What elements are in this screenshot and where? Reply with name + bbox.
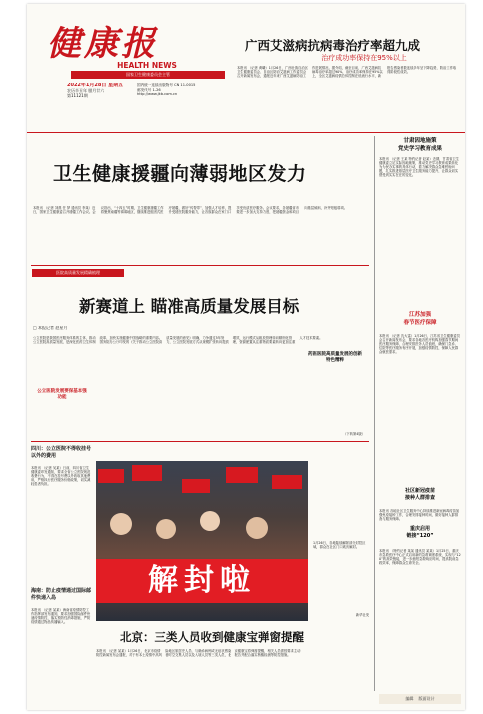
sidebar-1-head [379, 137, 461, 155]
footer [379, 694, 461, 704]
person-face [110, 513, 132, 535]
column-rule [374, 136, 375, 691]
divider [27, 132, 465, 133]
flag-2 [132, 465, 162, 481]
flag-5 [272, 475, 302, 489]
sidebar-4-body: 本报讯 （特约记者 某某 通讯员 某某）1月25日，重庆市急救医疗中心正式启用新的急救调度系统，实现与“120”的高效链接，进一步缩短急救响应时间，提高院前急救效率，保障群众生命安全。 [379, 549, 461, 566]
sidebar-3-title: 社区新冠疫苗 [404, 488, 435, 494]
sidebar-3-body: 本报讯 各地社区卫生服务中心持续推进新冠病毒疫苗加强免疫接种工作，合理安排接种时间，做好接种人群排查与服务保障。 [379, 509, 460, 522]
publication-info: 国内统一连续出版物号 CN 11-0015 邮发代号 1-26 http://www.jkb.com.cn [137, 83, 196, 97]
footer-editor: 编辑 [405, 696, 414, 701]
sidebar-2-body: 本报讯 （记者 沈大雷）1月26日，江苏省卫生健康委员会召开新闻发布会，要求各地各医疗机构加强春节期间医疗服务保障，合理安排医务人员值班，确保门急诊、住院等医疗服务有序开展，加强疫情防控，保障人民群众就医需求。 [379, 334, 460, 355]
photo-banner: 解封啦 [96, 559, 308, 603]
person-face [200, 511, 220, 531]
flag-1 [98, 469, 124, 483]
sidebar-1-subtitle: 党史学习教育成果 [397, 146, 442, 152]
flag-4 [226, 467, 258, 483]
brief-1-body: 本报讯 （记者 吴某）日前，四川省卫生健康委印发通知，要求全省公立医院规范收费行为，不得在挂号费以外收取其他费用，严格执行医疗服务价格政策，切实减轻患者负担。 [31, 466, 91, 487]
sidebar-1-body: 本报讯 （记者 王某 特约记者 赵某）近期，甘肃省卫生健康委立足实际因地施策，推动党史学习教育成果转化为为民办实事的具体行动，着力解决群众急难愁盼问题，扎实推进基层医疗卫生服务能力提升，让群众切实感受到实实在在的变化。 [379, 157, 460, 178]
footer-designer: 版面设计 [418, 696, 435, 701]
feature-byline: □ 本报记者 赵星月 [33, 326, 68, 330]
news-photo [96, 461, 308, 621]
feature-subhead-1: 公立医院发展要保基本强功能 [37, 389, 87, 400]
sidebar-2-head [379, 311, 461, 331]
brief-1-title: 四川：公立医院不得收挂号以外的费用 [31, 446, 92, 459]
feature-rule [31, 265, 369, 266]
masthead-english: HEALTH NEWS [117, 61, 177, 70]
sidebar-4-head [379, 526, 461, 546]
feature-continued: （下转第4版） [343, 432, 365, 436]
feature-body: 公立医院是我国医疗服务体系的主体，推动公立医院高质量发展，是深化医药卫生体制改革、加快实施健康中国战略的重要内容。国务院办公厅印发的《关于推动公立医院高质量发展的意见》明确，力争通过5年努力，公立医院发展方式从规模扩张转向提质增效，运行模式从粗放管理转向精细化管理，资源配置从注重物质要素转向更加注重人才技术要素。 [33, 336, 323, 345]
feature-rule-bottom [31, 441, 369, 442]
person-face [156, 519, 176, 539]
newspaper-page [27, 4, 465, 710]
brief-2-title: 海南：防止疫情通过国际邮件快递入岛 [31, 588, 92, 601]
bottom-title: 北京：三类人员收到健康宝弹窗提醒 [120, 630, 304, 644]
flag-3 [182, 479, 210, 493]
top-story-subtitle: 治疗成功率保持在95%以上 [321, 54, 407, 62]
feature-title: 新赛道上 瞄准高质量发展目标 [79, 297, 300, 316]
sidebar-3-subtitle: 接种人群排查 [404, 495, 435, 501]
sidebar-4-title: 重庆启用 [409, 526, 430, 532]
masthead-sponsor: 国家卫生健康委员会主管 [71, 71, 225, 79]
feature-series: 医院高质量发展精确梳理 [32, 269, 124, 277]
feature-subhead-2: 药医医院高质量发展的创新特色精粹 [308, 352, 362, 363]
sidebar-2-title: 江苏加强 [408, 312, 431, 318]
sidebar-1-title: 甘肃因地施策 [403, 138, 437, 144]
lead-body: 本报讯 （记者 刘燕 任 梦 通讯员 李某）近日，国家卫生健康委召开援疆工作会议。会议指出，“十四五”时期，卫生健康援疆工作将聚焦南疆等薄弱地区，继续推进组团式医疗援疆，做好“传帮带”，加强人才培养，提升受援医院服务能力，让各族群众在家门口享受优质医疗服务。会议要求，各援疆省市要进一步加大支持力度，把援疆资金和项目向基层倾斜，补齐短板弱项。 [33, 206, 348, 215]
sidebar-3-head [379, 488, 461, 508]
top-story-body: 本报讯 （记者 黄曦）1月26日，广西壮族自治区卫生健康委员会、自治区防治艾滋病工作委员会召开新闻发布会，通报近年来广西艾滋病防治工作进展情况。据介绍，截至目前，广西艾滋病抗病毒治疗率超过90%，治疗成功率保持在95%以上，全区艾滋病疫情总体控制在低流行水平，新报告感染者数连续多年呈下降趋势，防治工作取得阶段性成效。 [237, 66, 457, 79]
masthead-title: 健康报 [47, 24, 158, 64]
issue-info: 2022年1月28日 星期五 农历辛丑年 腊月廿六 第11121期 [67, 83, 124, 98]
top-story-title: 广西艾滋病抗病毒治疗率超九成 [245, 38, 421, 53]
lead-title: 卫生健康援疆向薄弱地区发力 [53, 163, 307, 185]
bottom-body: 本报讯 （记者 某某）1月26日，北京市疫情防控新闻发布会通报，对于有本土疫情中高风险地区旅居史人员、与确诊病例或无症状感染者时空交集人员以及入境人员等三类人员，北京健康宝将弹窗提醒，相关人员需按要求主动报告并配合落实核酸检测等防控措施。 [96, 649, 301, 658]
photo-caption: 1月26日，各地陆续解除部分封控区域，群众在社区门口欢庆解封。 [313, 541, 366, 550]
sidebar-2-subtitle: 春节医疗保障 [403, 320, 437, 326]
brief-2-body: 本报讯 （记者 某某）海南省疫情防控工作指挥部发布通知，要求加强国际邮件快递疫情防控，落实预防性消毒措施，严防疫情通过物品传播输入。 [31, 608, 91, 625]
photo-credit: 新华社发 [355, 613, 369, 617]
sidebar-4-subtitle: 链接“120” [406, 533, 434, 539]
person-face [246, 517, 268, 539]
